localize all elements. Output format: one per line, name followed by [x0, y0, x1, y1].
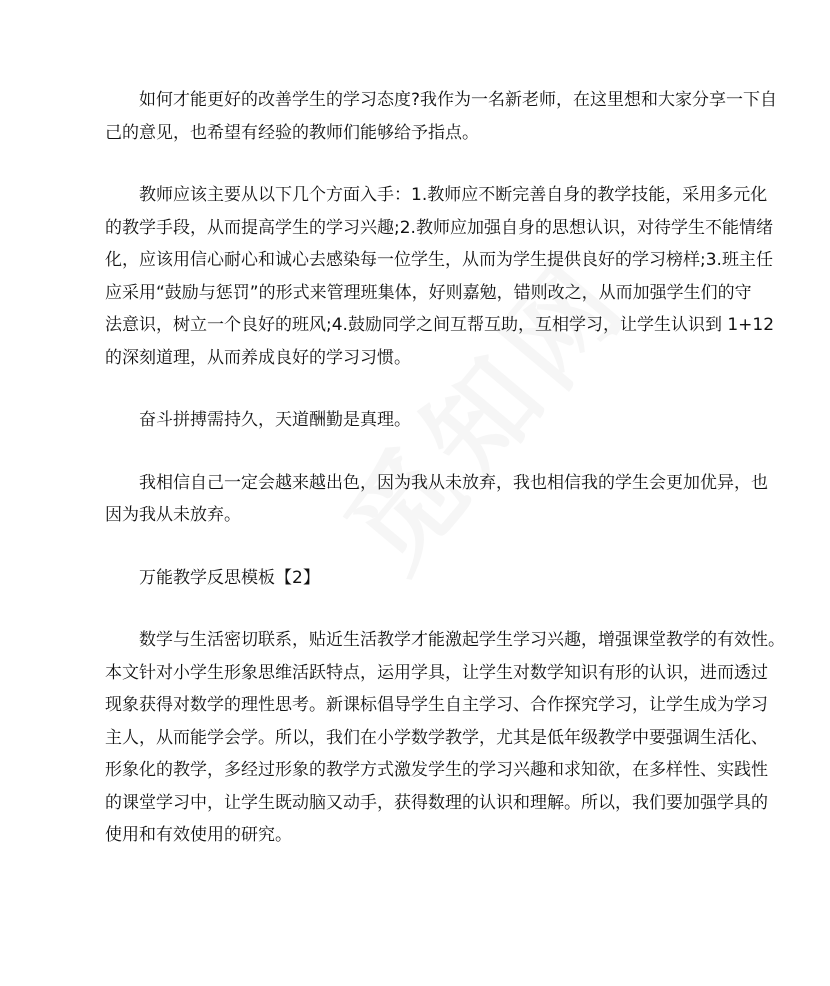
text-line: 的教学手段，从而提高学生的学习兴趣;2.教师应加强自身的思想认识，对待学生不能情绪: [105, 217, 773, 238]
text-line: 的课堂学习中，让学生既动脑又动手，获得数理的认识和理解。所以，我们要加强学具的: [105, 792, 768, 813]
paragraph: [105, 84, 778, 149]
text-line: 现象获得对数学的理性思考。新课标倡导学生自主学习、合作探究学习，让学生成为学习: [105, 695, 768, 715]
text-line: 数学与生活密切联系，贴近生活教学才能激起学生学习兴趣，增强课堂教学的有效性。: [139, 630, 785, 650]
text-line: 形象化的教学，多经过形象的教学方式激发学生的学习兴趣和求知欲，在多样性、实践性: [105, 760, 768, 780]
text-line: 己的意见，也希望有经验的教师们能够给予指点。: [105, 122, 479, 143]
paragraph: [105, 467, 768, 532]
text-line: 化，应该用信心耐心和诚心去感染每一位学生，从而为学生提供良好的学习榜样;3.班主任: [105, 250, 773, 270]
paragraph: [105, 404, 733, 437]
document-body: [105, 84, 785, 882]
text-line: 我相信自己一定会越来越出色，因为我从未放弃，我也相信我的学生会更加优异，也: [139, 472, 768, 493]
text-line: 因为我从未放弃。: [105, 505, 241, 525]
text-line: 使用和有效使用的研究。: [105, 825, 292, 845]
text-line: 如何才能更好的改善学生的学习态度?我作为一名新老师，在这里想和大家分享一下自: [139, 90, 778, 110]
text-line: 法意识，树立一个良好的班风;4.鼓励同学之间互帮互助，互相学习，让学生认识到 1+12: [105, 315, 775, 335]
text-line: 应采用“鼓励与惩罚”的形式来管理班集体，好则嘉勉，错则改之，从而加强学生们的守: [105, 282, 752, 303]
paragraph: [105, 179, 775, 374]
text-line: 本文针对小学生形象思维活跃特点，运用学具，让学生对数学知识有形的认识，进而透过: [105, 662, 768, 683]
text-line: 教师应该主要从以下几个方面入手：1.教师应不断完善自身的教学技能，采用多元化: [139, 185, 768, 205]
text-line: 的深刻道理，从而养成良好的学习习惯。: [105, 347, 411, 368]
paragraph: [105, 624, 785, 852]
text-line: 奋斗拼搏需持久，天道酬勤是真理。: [139, 410, 411, 430]
text-line: 万能教学反思模板【2】: [139, 567, 320, 588]
section-heading: [105, 562, 733, 595]
text-line: 主人，从而能学会学。所以，我们在小学数学教学，尤其是低年级教学中要强调生活化、: [105, 727, 768, 748]
